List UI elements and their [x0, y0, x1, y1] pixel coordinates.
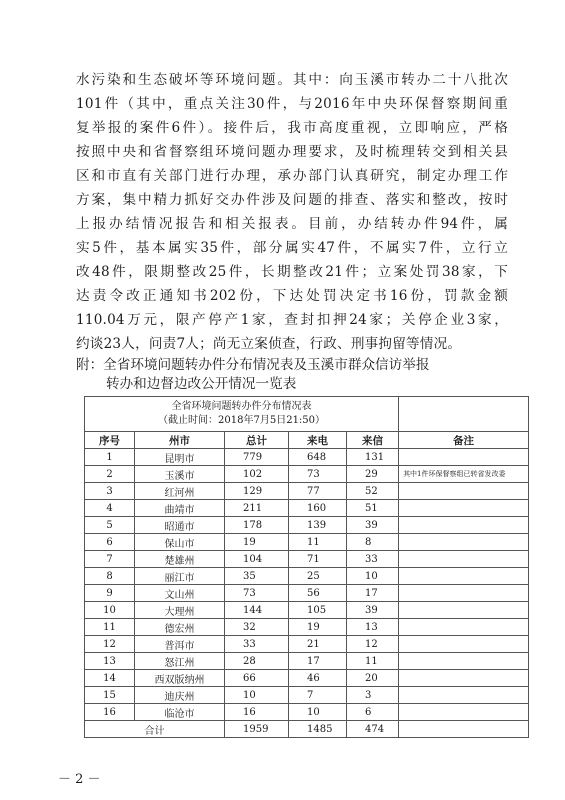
header-total: 总计	[225, 432, 289, 449]
cell-total: 35	[225, 568, 289, 585]
cell-total: 144	[225, 602, 289, 619]
total-letter: 474	[347, 721, 399, 738]
table-title-blank-cell	[399, 397, 529, 432]
cell-note	[399, 585, 529, 602]
cell-no: 14	[85, 670, 135, 687]
cell-letter: 6	[347, 704, 399, 721]
total-note	[399, 721, 529, 738]
cell-phone: 71	[289, 551, 347, 568]
cell-city: 保山市	[135, 534, 225, 551]
header-letter: 来信	[347, 432, 399, 449]
cell-city: 文山州	[135, 585, 225, 602]
attachment-caption	[76, 356, 508, 394]
cell-note	[399, 704, 529, 721]
cell-letter: 39	[347, 517, 399, 534]
cell-note	[399, 534, 529, 551]
cell-note	[399, 619, 529, 636]
header-note: 备注	[399, 432, 529, 449]
cell-phone: 10	[289, 704, 347, 721]
cell-no: 10	[85, 602, 135, 619]
cell-city: 大理州	[135, 602, 225, 619]
cell-no: 2	[85, 466, 135, 483]
cell-city: 迪庆州	[135, 687, 225, 704]
cell-letter: 10	[347, 568, 399, 585]
cell-letter: 29	[347, 466, 399, 483]
cell-note	[399, 636, 529, 653]
cell-total: 178	[225, 517, 289, 534]
paragraph-line: 按照中央和省督察组环境问题办理要求，及时梳理转交到相关县	[76, 144, 508, 160]
cell-city: 德宏州	[135, 619, 225, 636]
cell-total: 73	[225, 585, 289, 602]
cell-letter: 51	[347, 500, 399, 517]
cell-phone: 77	[289, 483, 347, 500]
paragraph-line: 实5件，基本属实35件，部分属实47件，不属实7件，立行立	[76, 240, 508, 256]
table-title-row	[85, 397, 529, 432]
cell-total: 104	[225, 551, 289, 568]
table-row	[85, 636, 529, 653]
cell-note	[399, 551, 529, 568]
cell-note	[399, 653, 529, 670]
total-label: 合计	[85, 721, 225, 738]
cell-phone: 139	[289, 517, 347, 534]
body-paragraph	[76, 68, 508, 356]
cell-letter: 13	[347, 619, 399, 636]
cell-city: 楚雄州	[135, 551, 225, 568]
cell-phone: 11	[289, 534, 347, 551]
cell-phone: 19	[289, 619, 347, 636]
cell-note: 其中1件环保督察组已转省发改委	[399, 466, 529, 483]
cell-no: 3	[85, 483, 135, 500]
cell-note	[399, 483, 529, 500]
cell-phone: 648	[289, 449, 347, 466]
cell-no: 11	[85, 619, 135, 636]
cell-city: 玉溪市	[135, 466, 225, 483]
table-row	[85, 687, 529, 704]
cell-city: 昭通市	[135, 517, 225, 534]
paragraph-line: 约谈23人，问责7人；尚无立案侦查，行政、刑事拘留等情况。	[76, 336, 462, 352]
table-total-row	[85, 721, 529, 738]
table-row	[85, 500, 529, 517]
cell-total: 33	[225, 636, 289, 653]
table-title: 全省环境问题转办件分布情况表	[171, 401, 312, 412]
cell-total: 28	[225, 653, 289, 670]
table-row	[85, 449, 529, 466]
cell-city: 西双版纳州	[135, 670, 225, 687]
cell-note	[399, 670, 529, 687]
paragraph-line: 水污染和生态破坏等环境问题。其中：向玉溪市转办二十八批次	[76, 72, 508, 88]
cell-no: 8	[85, 568, 135, 585]
paragraph-line: 改48件，限期整改25件，长期整改21件；立案处罚38家，下	[76, 264, 508, 280]
paragraph-line: 101件（其中，重点关注30件，与2016年中央环保督察期间重	[76, 96, 508, 112]
cell-letter: 3	[347, 687, 399, 704]
cell-total: 16	[225, 704, 289, 721]
table-row	[85, 551, 529, 568]
table-row	[85, 517, 529, 534]
cell-no: 15	[85, 687, 135, 704]
cell-letter: 12	[347, 636, 399, 653]
paragraph-line: 达责令改正通知书202份，下达处罚决定书16份，罚款金额	[76, 288, 508, 304]
cell-city: 临沧市	[135, 704, 225, 721]
caption-line: 附：全省环境问题转办件分布情况表及玉溪市群众信访举报	[76, 357, 430, 373]
cell-total: 66	[225, 670, 289, 687]
cell-no: 16	[85, 704, 135, 721]
table-row	[85, 466, 529, 483]
cell-phone: 46	[289, 670, 347, 687]
cell-no: 1	[85, 449, 135, 466]
cell-no: 6	[85, 534, 135, 551]
paragraph-line: 110.04万元，限产停产1家，查封扣押24家；关停企业3家，	[76, 312, 508, 328]
cell-no: 5	[85, 517, 135, 534]
table-row	[85, 619, 529, 636]
cell-letter: 52	[347, 483, 399, 500]
cell-phone: 73	[289, 466, 347, 483]
table-row	[85, 483, 529, 500]
complaint-distribution-table	[84, 396, 529, 738]
cell-letter: 11	[347, 653, 399, 670]
cell-letter: 39	[347, 602, 399, 619]
paragraph-line: 上报办结情况报告和相关报表。目前，办结转办件94件，属	[76, 216, 508, 232]
header-phone: 来电	[289, 432, 347, 449]
cell-no: 7	[85, 551, 135, 568]
caption-line: 转办和边督边改公开情况一览表	[106, 376, 297, 392]
table-row	[85, 534, 529, 551]
cell-note	[399, 500, 529, 517]
header-no: 序号	[85, 432, 135, 449]
table-body	[85, 449, 529, 721]
cell-letter: 33	[347, 551, 399, 568]
table-header-row	[85, 432, 529, 449]
cell-note	[399, 568, 529, 585]
cell-phone: 56	[289, 585, 347, 602]
paragraph-line: 方案，集中精力抓好交办件涉及问题的排查、落实和整改，按时	[76, 192, 508, 208]
cell-city: 昆明市	[135, 449, 225, 466]
cell-no: 9	[85, 585, 135, 602]
header-city: 州市	[135, 432, 225, 449]
cell-total: 10	[225, 687, 289, 704]
cell-total: 102	[225, 466, 289, 483]
table-row	[85, 585, 529, 602]
table-row	[85, 670, 529, 687]
total-total: 1959	[225, 721, 289, 738]
table-row	[85, 653, 529, 670]
cell-phone: 105	[289, 602, 347, 619]
page-number: － 2 －	[58, 772, 101, 787]
table-row	[85, 704, 529, 721]
cell-total: 779	[225, 449, 289, 466]
cell-total: 211	[225, 500, 289, 517]
cell-city: 怒江州	[135, 653, 225, 670]
cell-letter: 8	[347, 534, 399, 551]
table-row	[85, 568, 529, 585]
total-phone: 1485	[289, 721, 347, 738]
cell-no: 13	[85, 653, 135, 670]
table-title-cell	[85, 397, 399, 432]
cell-phone: 7	[289, 687, 347, 704]
cell-total: 129	[225, 483, 289, 500]
cell-city: 红河州	[135, 483, 225, 500]
cell-city: 丽江市	[135, 568, 225, 585]
cell-letter: 17	[347, 585, 399, 602]
cell-no: 12	[85, 636, 135, 653]
cell-no: 4	[85, 500, 135, 517]
cell-phone: 160	[289, 500, 347, 517]
cell-note	[399, 449, 529, 466]
cell-phone: 21	[289, 636, 347, 653]
cell-city: 普洱市	[135, 636, 225, 653]
cell-note	[399, 687, 529, 704]
cell-phone: 17	[289, 653, 347, 670]
table-row	[85, 602, 529, 619]
cell-phone: 25	[289, 568, 347, 585]
cell-total: 19	[225, 534, 289, 551]
cell-note	[399, 602, 529, 619]
cell-total: 32	[225, 619, 289, 636]
cell-letter: 20	[347, 670, 399, 687]
table-subtitle: （截止时间：2018年7月5日21:50）	[158, 415, 326, 426]
paragraph-line: 区和市直有关部门进行办理，承办部门认真研究，制定办理工作	[76, 168, 508, 184]
cell-city: 曲靖市	[135, 500, 225, 517]
cell-note	[399, 517, 529, 534]
paragraph-line: 复举报的案件6件）。接件后，我市高度重视，立即响应，严格	[76, 120, 508, 136]
cell-letter: 131	[347, 449, 399, 466]
